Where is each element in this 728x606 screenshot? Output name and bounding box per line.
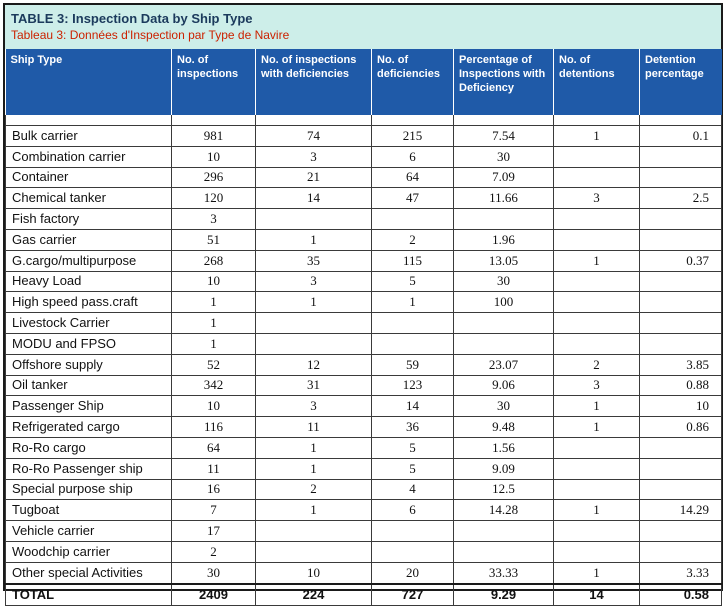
table-cell: 14	[256, 188, 372, 209]
table-row	[6, 167, 722, 188]
column-header: Percentage of Inspections with Deficiency	[454, 49, 554, 115]
table-row	[6, 500, 722, 521]
header-row	[6, 49, 722, 115]
table-cell: 9.06	[454, 375, 554, 396]
table-cell: 1	[256, 458, 372, 479]
table-cell: 5	[372, 271, 454, 292]
ship-type-cell: Fish factory	[6, 209, 172, 230]
table-cell	[640, 167, 722, 188]
table-cell: 116	[172, 417, 256, 438]
table-cell: 3	[256, 271, 372, 292]
table-cell	[454, 333, 554, 354]
table-cell: 3	[554, 188, 640, 209]
total-label: TOTAL	[6, 584, 172, 606]
inspection-table-frame	[3, 3, 723, 602]
total-cell: 727	[372, 584, 454, 606]
table-cell	[640, 479, 722, 500]
table-cell: 1	[554, 417, 640, 438]
table-row	[6, 521, 722, 542]
table-cell: 14.29	[640, 500, 722, 521]
table-row	[6, 209, 722, 230]
table-cell: 30	[454, 271, 554, 292]
ship-type-cell: Oil tanker	[6, 375, 172, 396]
table-cell: 2	[256, 479, 372, 500]
table-cell	[256, 209, 372, 230]
ship-type-cell: Refrigerated cargo	[6, 417, 172, 438]
table-cell: 17	[172, 521, 256, 542]
table-cell: 12.5	[454, 479, 554, 500]
table-cell: 3.33	[640, 562, 722, 583]
table-cell: 10	[172, 271, 256, 292]
table-cell	[554, 209, 640, 230]
table-cell: 1	[554, 396, 640, 417]
table-cell: 35	[256, 250, 372, 271]
table-cell: 1	[372, 292, 454, 313]
table-cell: 268	[172, 250, 256, 271]
ship-type-cell: Vehicle carrier	[6, 521, 172, 542]
table-row	[6, 479, 722, 500]
table-cell	[640, 209, 722, 230]
table-cell: 11	[172, 458, 256, 479]
table-cell: 31	[256, 375, 372, 396]
table-row	[6, 250, 722, 271]
table-row	[6, 229, 722, 250]
table-cell	[554, 541, 640, 562]
table-cell: 23.07	[454, 354, 554, 375]
ship-type-cell: Bulk carrier	[6, 126, 172, 147]
table-cell	[554, 458, 640, 479]
table-cell	[640, 292, 722, 313]
table-row	[6, 146, 722, 167]
table-cell: 51	[172, 229, 256, 250]
ship-type-cell: Tugboat	[6, 500, 172, 521]
table-cell: 4	[372, 479, 454, 500]
table-cell: 981	[172, 126, 256, 147]
table-cell	[256, 541, 372, 562]
table-cell	[554, 333, 640, 354]
table-cell: 3.85	[640, 354, 722, 375]
table-row	[6, 126, 722, 147]
table-row	[6, 437, 722, 458]
table-cell: 1.56	[454, 437, 554, 458]
table-cell: 0.1	[640, 126, 722, 147]
table-cell	[554, 229, 640, 250]
table-cell: 1	[256, 437, 372, 458]
table-cell: 9.48	[454, 417, 554, 438]
table-cell: 1	[256, 500, 372, 521]
table-row	[6, 354, 722, 375]
table-cell	[372, 521, 454, 542]
ship-type-cell: Ro-Ro Passenger ship	[6, 458, 172, 479]
table-cell: 3	[256, 146, 372, 167]
table-cell: 47	[372, 188, 454, 209]
table-cell: 30	[454, 146, 554, 167]
table-row	[6, 562, 722, 583]
table-cell: 14	[372, 396, 454, 417]
table-cell: 30	[172, 562, 256, 583]
table-cell: 215	[372, 126, 454, 147]
table-cell: 9.09	[454, 458, 554, 479]
table-row	[6, 313, 722, 334]
table-cell: 59	[372, 354, 454, 375]
table-cell: 1	[172, 333, 256, 354]
table-cell: 10	[172, 146, 256, 167]
table-cell	[640, 437, 722, 458]
table-cell: 5	[372, 437, 454, 458]
table-cell	[372, 541, 454, 562]
table-cell	[454, 521, 554, 542]
table-row	[6, 271, 722, 292]
column-header: No. of inspections	[172, 49, 256, 115]
table-cell	[640, 229, 722, 250]
column-header: No. of deficiencies	[372, 49, 454, 115]
table-cell: 1	[554, 500, 640, 521]
table-cell	[554, 521, 640, 542]
table-cell: 115	[372, 250, 454, 271]
table-cell: 74	[256, 126, 372, 147]
table-cell: 6	[372, 146, 454, 167]
column-header: No. of inspections with deficiencies	[256, 49, 372, 115]
table-cell	[454, 541, 554, 562]
table-cell: 5	[372, 458, 454, 479]
table-cell	[256, 521, 372, 542]
table-cell	[256, 333, 372, 354]
table-cell	[554, 271, 640, 292]
table-cell: 30	[454, 396, 554, 417]
total-row	[6, 584, 722, 606]
table-row	[6, 333, 722, 354]
table-cell: 3	[554, 375, 640, 396]
table-cell	[640, 333, 722, 354]
table-cell: 3	[172, 209, 256, 230]
column-header: Ship Type	[6, 49, 172, 115]
total-cell: 2409	[172, 584, 256, 606]
table-cell	[454, 209, 554, 230]
table-caption	[5, 5, 721, 49]
table-cell: 7	[172, 500, 256, 521]
table-cell: 33.33	[454, 562, 554, 583]
table-cell	[640, 271, 722, 292]
table-cell: 2.5	[640, 188, 722, 209]
table-row	[6, 417, 722, 438]
table-cell: 13.05	[454, 250, 554, 271]
table-cell: 100	[454, 292, 554, 313]
table-cell: 0.86	[640, 417, 722, 438]
table-cell: 123	[372, 375, 454, 396]
table-cell: 36	[372, 417, 454, 438]
table-row	[6, 375, 722, 396]
table-row	[6, 292, 722, 313]
table-cell	[554, 313, 640, 334]
table-row	[6, 188, 722, 209]
ship-type-cell: Heavy Load	[6, 271, 172, 292]
ship-type-cell: Ro-Ro cargo	[6, 437, 172, 458]
table-cell: 3	[256, 396, 372, 417]
table-cell: 296	[172, 167, 256, 188]
ship-type-cell: Livestock Carrier	[6, 313, 172, 334]
table-cell: 1	[256, 229, 372, 250]
table-cell: 1	[554, 250, 640, 271]
table-cell	[554, 167, 640, 188]
table-cell	[554, 479, 640, 500]
ship-type-cell: Chemical tanker	[6, 188, 172, 209]
table-cell: 1	[554, 126, 640, 147]
table-row	[6, 541, 722, 562]
table-cell: 6	[372, 500, 454, 521]
table-cell: 52	[172, 354, 256, 375]
ship-type-cell: MODU and FPSO	[6, 333, 172, 354]
table-cell: 11.66	[454, 188, 554, 209]
table-cell: 7.54	[454, 126, 554, 147]
table-cell: 1	[172, 292, 256, 313]
ship-type-cell: High speed pass.craft	[6, 292, 172, 313]
table-cell	[640, 313, 722, 334]
table-cell	[640, 146, 722, 167]
ship-type-cell: Gas carrier	[6, 229, 172, 250]
table-cell: 10	[640, 396, 722, 417]
total-cell: 14	[554, 584, 640, 606]
table-title-english: TABLE 3: Inspection Data by Ship Type	[11, 11, 253, 26]
table-cell: 14.28	[454, 500, 554, 521]
ship-type-cell: Woodchip carrier	[6, 541, 172, 562]
table-cell: 7.09	[454, 167, 554, 188]
table-cell: 2	[172, 541, 256, 562]
column-header: Detention percentage	[640, 49, 722, 115]
table-cell: 1	[554, 562, 640, 583]
ship-type-cell: Other special Activities	[6, 562, 172, 583]
table-title-french: Tableau 3: Données d'Inspection par Type de Navire	[11, 28, 290, 42]
table-cell: 1	[256, 292, 372, 313]
table-row	[6, 458, 722, 479]
table-body	[6, 115, 722, 605]
table-cell	[372, 333, 454, 354]
column-header: No. of detentions	[554, 49, 640, 115]
table-cell	[554, 437, 640, 458]
ship-type-cell: G.cargo/multipurpose	[6, 250, 172, 271]
table-cell: 16	[172, 479, 256, 500]
table-cell	[256, 313, 372, 334]
table-cell: 11	[256, 417, 372, 438]
table-cell: 0.88	[640, 375, 722, 396]
table-cell: 10	[172, 396, 256, 417]
table-cell	[554, 292, 640, 313]
table-cell	[640, 521, 722, 542]
table-cell: 2	[372, 229, 454, 250]
table-cell: 2	[554, 354, 640, 375]
inspection-data-table	[5, 49, 722, 606]
table-cell: 21	[256, 167, 372, 188]
ship-type-cell: Passenger Ship	[6, 396, 172, 417]
table-cell: 0.37	[640, 250, 722, 271]
table-cell: 1.96	[454, 229, 554, 250]
ship-type-cell: Special purpose ship	[6, 479, 172, 500]
table-cell	[372, 209, 454, 230]
table-cell: 64	[372, 167, 454, 188]
ship-type-cell: Combination carrier	[6, 146, 172, 167]
total-cell: 224	[256, 584, 372, 606]
total-cell: 0.58	[640, 584, 722, 606]
table-cell	[640, 458, 722, 479]
table-cell	[372, 313, 454, 334]
table-cell	[640, 541, 722, 562]
table-cell: 64	[172, 437, 256, 458]
spacer-row	[6, 115, 722, 126]
table-cell	[454, 313, 554, 334]
table-cell: 20	[372, 562, 454, 583]
ship-type-cell: Container	[6, 167, 172, 188]
table-cell: 120	[172, 188, 256, 209]
table-row	[6, 396, 722, 417]
ship-type-cell: Offshore supply	[6, 354, 172, 375]
table-cell: 1	[172, 313, 256, 334]
table-cell: 10	[256, 562, 372, 583]
table-cell: 12	[256, 354, 372, 375]
table-cell	[554, 146, 640, 167]
total-cell: 9.29	[454, 584, 554, 606]
table-cell: 342	[172, 375, 256, 396]
